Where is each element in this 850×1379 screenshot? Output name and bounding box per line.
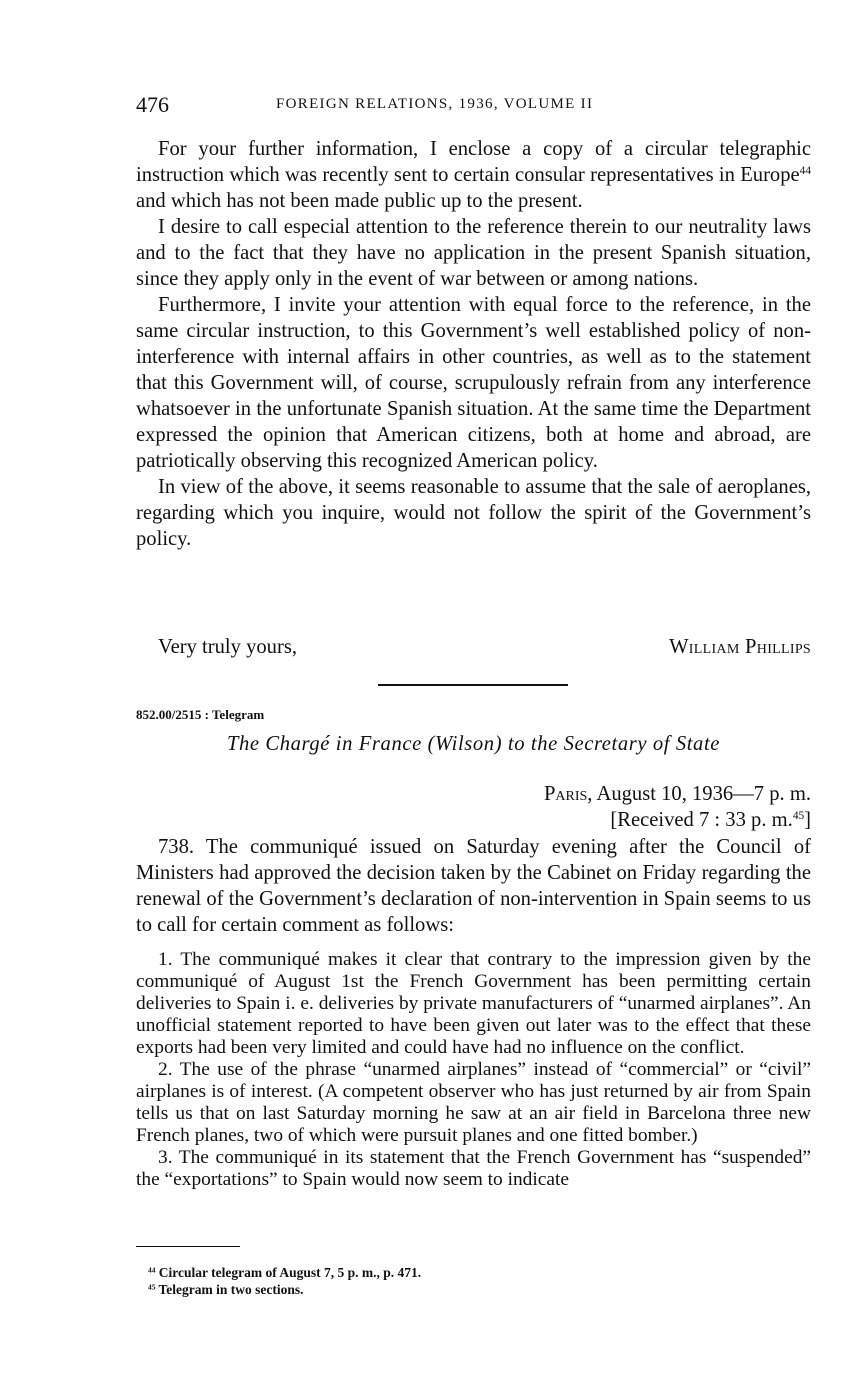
paragraph-text: and which has not been made public up to the present.: [136, 190, 583, 212]
signer-name: William Phillips: [669, 636, 811, 658]
point-3: 3. The communiqué in its statement that the French Government has “suspended” the “exportations” to Spain would now seem to indicate: [136, 1147, 811, 1190]
telegram-paragraph: 738. The communiqué issued on Saturday evening after the Council of Ministers had approved the decision taken by the Cabinet on Friday regarding the renewal of the Government’s declaration of non-intervention in Spain seems to us to call for certain comment as follows:: [136, 836, 811, 936]
place: Paris,: [543, 783, 593, 805]
footnote-mark: 44: [148, 1265, 156, 1275]
date-received: [544, 807, 811, 833]
footnote-text: Circular telegram of August 7, 5 p. m., p. 471.: [155, 1265, 422, 1280]
footnote-divider: [136, 1246, 240, 1247]
footnotes: [148, 1264, 421, 1298]
point-1: 1. The communiqué makes it clear that contrary to the impression given by the communiqué of August 1st the French Government has been permitting certain deliveries to Spain i. e. deliveries by private manufacturers of “unarmed airplanes”. An unofficial statement reported to have been given out later was to the effect that these exports had been very limited and could have had no influence on the conflict.: [136, 949, 811, 1058]
section-divider: [378, 684, 568, 686]
date-text: August 10, 1936—7 p. m.: [592, 783, 811, 805]
page-number: 476: [136, 92, 169, 117]
running-title: FOREIGN RELATIONS, 1936, VOLUME II: [276, 96, 594, 112]
date-sent: [544, 781, 811, 807]
document-title: The Chargé in France (Wilson) to the Secretary of State: [226, 733, 721, 755]
received-text: [Received 7 : 33 p. m.: [610, 809, 793, 831]
letter-paragraph: [136, 136, 811, 214]
closing: Very truly yours,: [158, 636, 297, 658]
footnote-text: Telegram in two sections.: [155, 1282, 304, 1297]
footnote-ref: 45: [792, 810, 805, 823]
page-header: [136, 92, 811, 120]
file-reference: 852.00/2515 : Telegram: [136, 707, 265, 722]
telegram-points: [136, 949, 811, 1191]
letter-paragraph: Furthermore, I invite your attention with equal force to the reference, in the same circular instruction, to this Government’s well established policy of non-interference with internal affairs in other countries, as well as to the statement that this Government will, of course, scrupulously refrain from any interference whatsoever in the unfortunate Spanish situation. At the same time the Department expressed the opinion that American citizens, both at home and abroad, are patriotically observing this recognized American policy.: [136, 294, 811, 472]
footnote: [148, 1281, 421, 1298]
received-close: ]: [804, 809, 811, 831]
footnote: [148, 1264, 421, 1281]
letter-paragraph: I desire to call especial attention to the reference therein to our neutrality laws and to the fact that they have no application in the present Spanish situation, since they apply only in the event of war between or among nations.: [136, 216, 811, 290]
paragraph-text: For your further information, I enclose a copy of a circular telegraphic instruction which was recently sent to certain consular representatives in Europe: [136, 138, 811, 186]
letter-paragraph: In view of the above, it seems reasonable to assume that the sale of aeroplanes, regarding which you inquire, would not follow the spirit of the Government’s policy.: [136, 476, 811, 550]
telegram-intro: [136, 834, 811, 938]
point-2: 2. The use of the phrase “unarmed airplanes” instead of “commercial” or “civil” airplanes is of interest. (A competent observer who has just returned by air from Spain tells us that on last Saturday morning he saw at an air field in Barcelona three new French planes, two of which were pursuit planes and one fitted bomber.): [136, 1059, 811, 1146]
footnote-mark: 45: [148, 1282, 156, 1292]
footnote-ref: 44: [799, 165, 811, 178]
dateline: [544, 781, 811, 833]
letter-body: [136, 136, 811, 552]
